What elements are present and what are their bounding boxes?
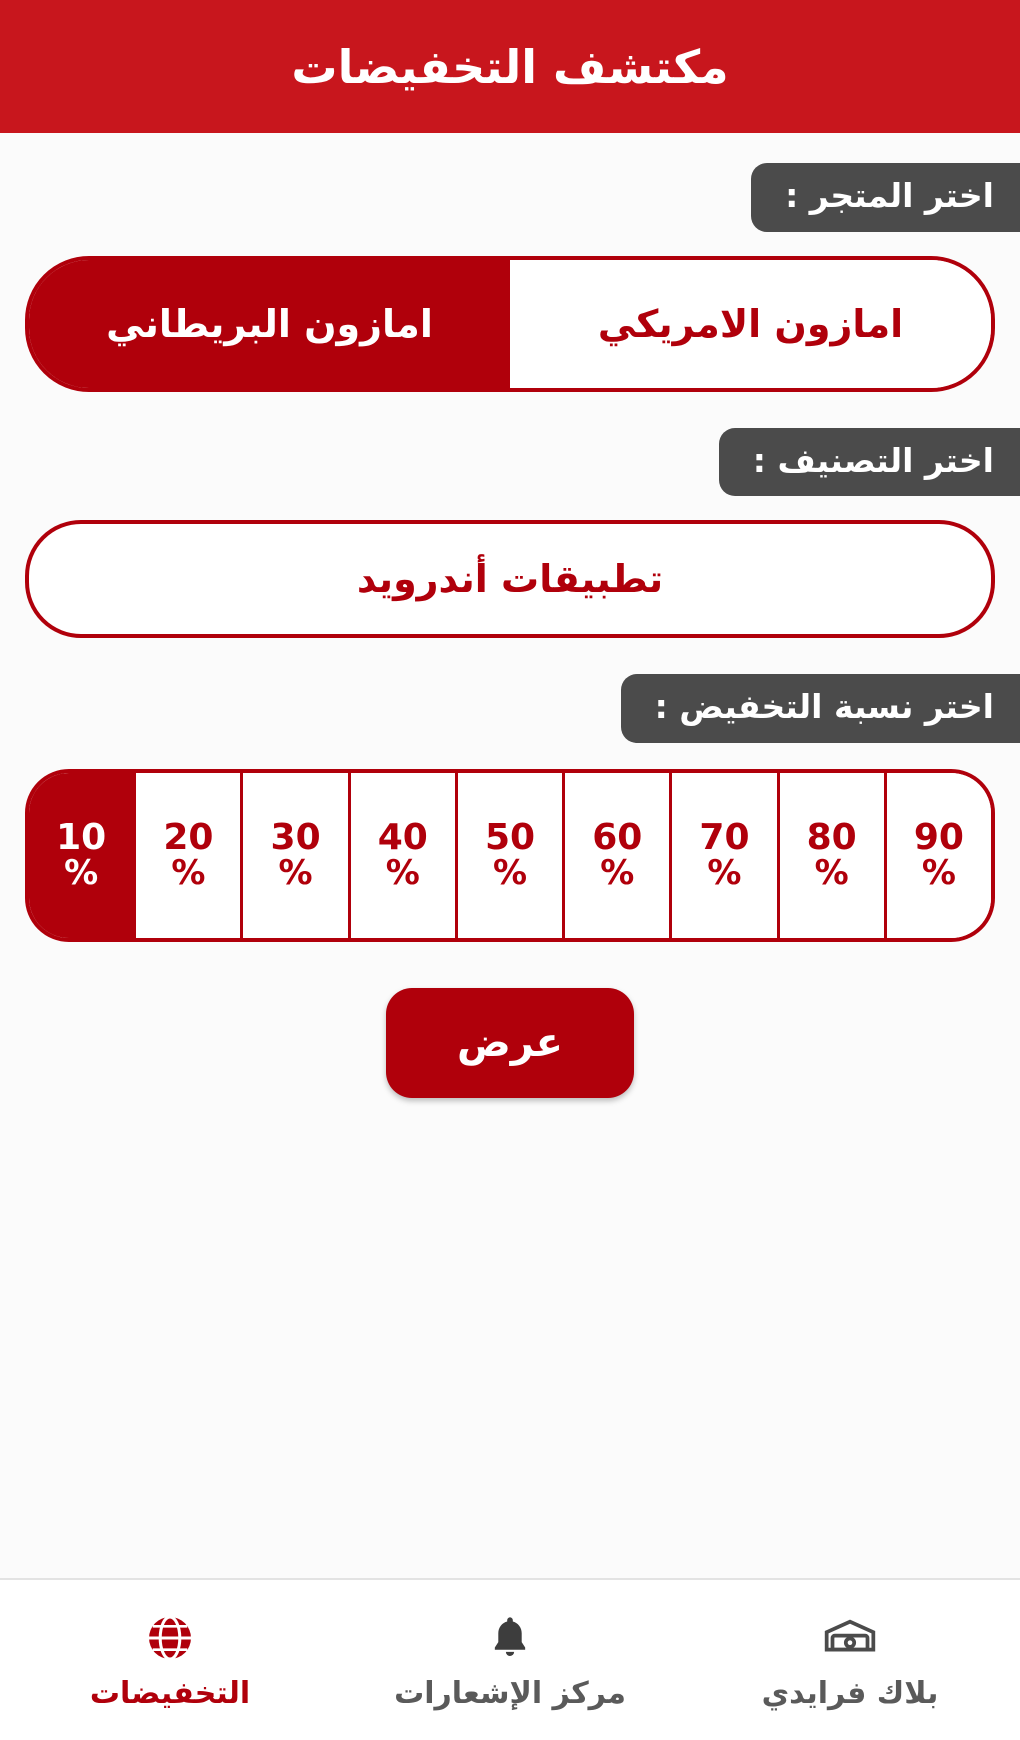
category-section-label: اختر التصنيف :: [719, 428, 1020, 497]
discount-option-80[interactable]: [777, 773, 884, 938]
nav-label-discounts: التخفيضات: [89, 1675, 251, 1711]
show-button[interactable]: عرض: [386, 988, 634, 1098]
discount-section-label: اختر نسبة التخفيض :: [621, 674, 1020, 743]
discount-option-20-symbol: %: [171, 853, 206, 894]
category-dropdown[interactable]: [25, 520, 995, 638]
show-button-row: [0, 988, 1020, 1098]
money-icon: [822, 1610, 878, 1666]
discount-option-50-symbol: %: [492, 853, 528, 894]
store-label-row: [0, 163, 1020, 232]
discount-option-40[interactable]: [348, 773, 455, 938]
discount-option-20[interactable]: [133, 773, 240, 938]
discount-option-10-value: 10: [56, 816, 107, 858]
page-title: مكتشف التخفيضات: [291, 39, 729, 94]
app-bar: [0, 0, 1020, 133]
discount-option-70[interactable]: [669, 773, 776, 938]
discount-option-50-value: 50: [484, 816, 536, 858]
nav-item-black-friday[interactable]: [680, 1610, 1020, 1711]
discount-option-10[interactable]: [29, 773, 133, 938]
discount-percent-selector[interactable]: [25, 769, 995, 942]
nav-label-black-friday: بلاك فرايدي: [761, 1675, 939, 1711]
store-option-us[interactable]: امازون الامريكي: [510, 260, 991, 388]
discount-option-40-value: 40: [377, 816, 428, 858]
discount-option-60-symbol: %: [600, 853, 635, 894]
nav-item-notifications[interactable]: [340, 1610, 680, 1711]
discount-option-20-value: 20: [163, 816, 214, 858]
discount-option-80-value: 80: [806, 816, 857, 858]
discount-option-70-symbol: %: [707, 853, 742, 894]
bottom-navigation: [0, 1578, 1020, 1740]
nav-label-notifications: مركز الإشعارات: [394, 1675, 626, 1711]
category-selected-value: تطبيقات أندرويد: [356, 557, 664, 602]
store-section-label: اختر المتجر :: [751, 163, 1020, 232]
main-content: [0, 133, 1020, 1578]
discount-option-60-value: 60: [592, 816, 643, 858]
bell-icon: [482, 1610, 538, 1666]
nav-item-discounts[interactable]: [0, 1610, 340, 1711]
category-label-row: [0, 428, 1020, 497]
discount-option-60[interactable]: [562, 773, 669, 938]
discount-option-30-value: 30: [270, 816, 321, 858]
discount-option-90-value: 90: [913, 816, 964, 858]
discount-option-90-symbol: %: [921, 853, 956, 894]
discount-option-70-value: 70: [699, 816, 750, 858]
store-option-uk[interactable]: امازون البريطاني: [29, 260, 510, 388]
discount-option-80-symbol: %: [814, 853, 849, 894]
discount-option-40-symbol: %: [385, 853, 420, 894]
discount-option-50[interactable]: [455, 773, 562, 938]
store-segmented-control[interactable]: [25, 256, 995, 392]
discount-option-90[interactable]: [884, 773, 991, 938]
discount-label-row: [0, 674, 1020, 743]
discount-option-30-symbol: %: [278, 853, 313, 894]
discount-option-30[interactable]: [240, 773, 347, 938]
discount-option-10-symbol: %: [64, 853, 99, 894]
globe-icon: [142, 1610, 198, 1666]
